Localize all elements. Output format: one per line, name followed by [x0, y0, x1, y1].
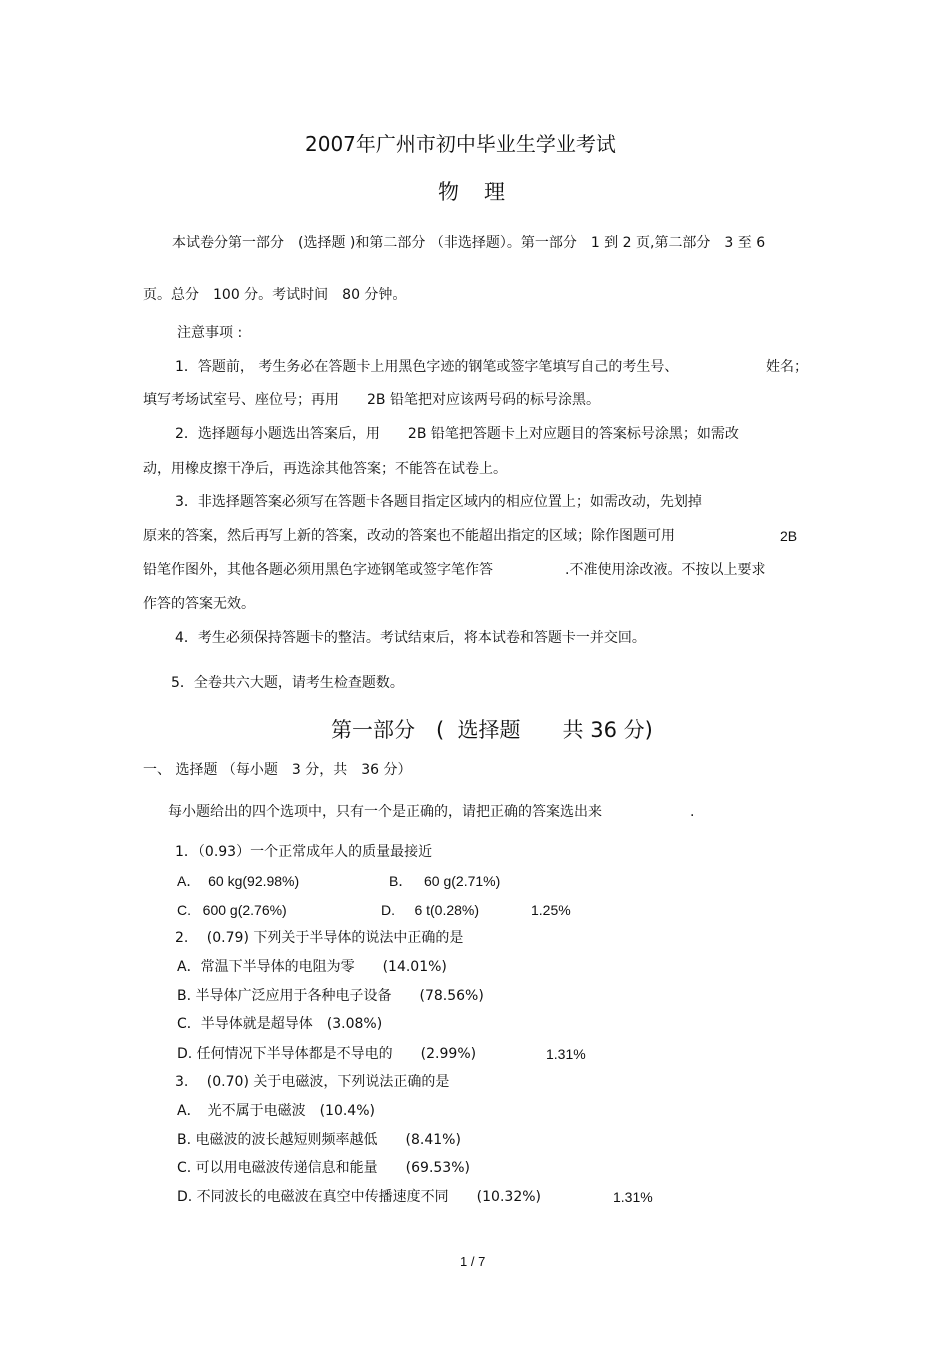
question-1-option-a: A． 60 kg(92.98%) — [177, 873, 300, 889]
note-3-line-2-end: 2B — [780, 528, 798, 544]
note-3-line-3: 铅笔作图外，其他各题必须用黑色字迹钢笔或签字笔作答 — [143, 562, 493, 578]
question-1-blank-rate: 1.25% — [531, 902, 571, 918]
question-1-option-d: D. 6 t(0.28%) — [381, 902, 480, 918]
section-instruction: 每小题给出的四个选项中，只有一个是正确的，请把正确的答案选出来 — [168, 804, 602, 820]
note-2-line-1: 2．选择题每小题选出答案后，用 2B 铅笔把答题卡上对应题目的答案标号涂黑；如需改 — [175, 426, 739, 442]
question-1-stem: 1．（0.93）一个正常成年人的质量最接近 — [175, 844, 433, 860]
note-2-line-2: 动，用橡皮擦干净后，再选涂其他答案；不能答在试卷上。 — [143, 461, 507, 477]
question-1-option-b: B． 60 g(2.71%) — [389, 873, 501, 889]
question-3-option-a: A． 光不属于电磁波 (10.4%) — [177, 1103, 375, 1119]
page-title: 2007年广州市初中毕业生学业考试 — [305, 132, 616, 156]
note-3-line-1: 3．非选择题答案必须写在答题卡各题目指定区域内的相应位置上；如需改动，先划掉 — [175, 494, 702, 510]
part-1-heading: 第一部分 ( 选择题 共 36 分) — [331, 718, 653, 742]
question-2-option-c: C．半导体就是超导体 (3.08%) — [177, 1016, 383, 1032]
question-2-option-a: A．常温下半导体的电阻为零 (14.01%) — [177, 959, 447, 975]
note-1-line-1-end: 姓名； — [766, 359, 808, 375]
question-3-option-c: C. 可以用电磁波传递信息和能量 (69.53%) — [177, 1160, 470, 1176]
intro-line-1: 本试卷分第一部分 (选择题 )和第二部分 （非选择题）。第一部分 1 到 2 页,第二部分 3 至 6 — [172, 235, 766, 251]
question-2-stem: 2. (0.79) 下列关于半导体的说法中正确的是 — [175, 930, 464, 946]
note-3-line-4: 作答的答案无效。 — [143, 596, 255, 612]
question-3-blank-rate: 1.31% — [613, 1189, 653, 1205]
intro-line-2: 页。总分 100 分。考试时间 80 分钟。 — [143, 287, 407, 303]
question-2-option-b: B. 半导体广泛应用于各种电子设备 (78.56%) — [177, 988, 484, 1004]
question-1-option-c: C. 600 g(2.76%) — [177, 902, 287, 918]
subject-title: 物 理 — [438, 180, 507, 204]
note-4: 4．考生必须保持答题卡的整洁。考试结束后，将本试卷和答题卡一并交回。 — [175, 630, 646, 646]
note-1-line-1: 1．答题前， 考生务必在答题卡上用黑色字迹的钢笔或签字笔填写自己的考生号、 — [175, 359, 679, 375]
note-1-line-2: 填写考场试室号、座位号；再用 2B 铅笔把对应该两号码的标号涂黑。 — [143, 392, 600, 408]
section-instruction-end: . — [690, 804, 695, 820]
section-1-heading: 一、 选择题 （每小题 3 分，共 36 分） — [143, 762, 412, 778]
notes-heading: 注意事项 : — [177, 325, 243, 341]
note-3-line-3-end: .不准使用涂改液。不按以上要求 — [565, 562, 766, 578]
question-3-option-d: D. 不同波长的电磁波在真空中传播速度不同 (10.32%) — [177, 1189, 541, 1205]
question-2-option-d: D. 任何情况下半导体都是不导电的 (2.99%) — [177, 1046, 477, 1062]
question-2-blank-rate: 1.31% — [546, 1046, 586, 1062]
page-number: 1 / 7 — [460, 1254, 486, 1269]
note-5: 5．全卷共六大题，请考生检查题数。 — [171, 675, 404, 691]
question-3-option-b: B. 电磁波的波长越短则频率越低 (8.41%) — [177, 1132, 461, 1148]
question-3-stem: 3. (0.70) 关于电磁波，下列说法正确的是 — [175, 1074, 450, 1090]
note-3-line-2: 原来的答案，然后再写上新的答案，改动的答案也不能超出指定的区域；除作图题可用 — [143, 528, 675, 544]
